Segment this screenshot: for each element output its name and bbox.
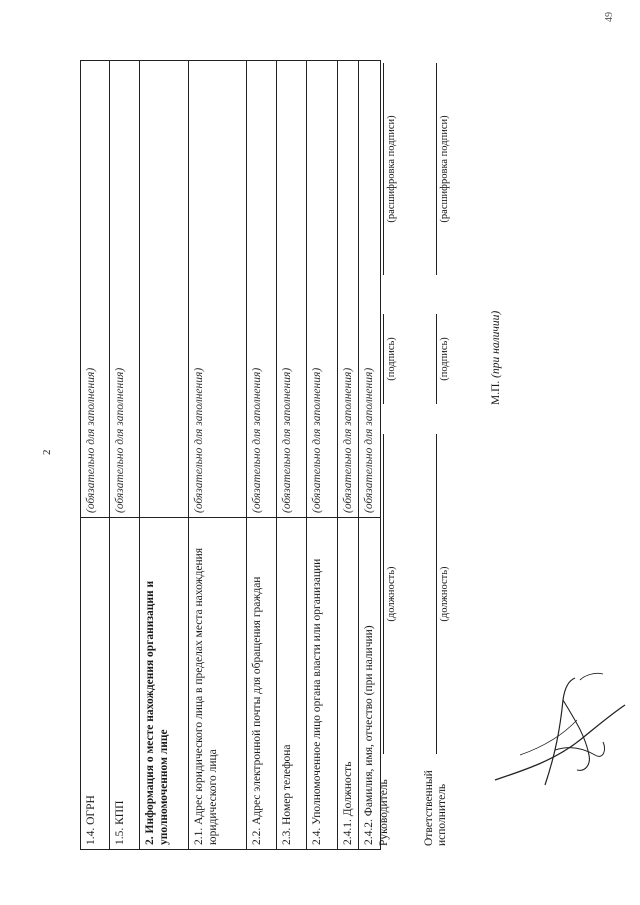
head-position-caption: (должность) — [386, 566, 397, 622]
table-row — [140, 61, 189, 850]
row-value: (обязательно для заполнения) — [307, 61, 338, 518]
row-value: (обязательно для заполнения) — [277, 61, 307, 518]
row-label: 2.3. Номер телефона — [277, 518, 307, 850]
head-decoding-caption: (расшифровка подписи) — [386, 115, 397, 223]
table-row — [81, 61, 110, 850]
row-label: 1.5. КПП — [110, 518, 140, 850]
row-label: 2.4. Уполномоченное лицо органа власти или организации — [307, 518, 338, 850]
row-value: (обязательно для заполнения) — [338, 61, 359, 518]
info-table — [80, 60, 381, 850]
table-row — [247, 61, 277, 850]
row-value: (обязательно для заполнения) — [110, 61, 140, 518]
executor-position-line — [436, 434, 437, 754]
executor-decoding-caption: (расшифровка подписи) — [439, 115, 450, 223]
row-value: (обязательно для заполнения) — [359, 61, 381, 518]
table-row — [338, 61, 359, 850]
head-position-line — [383, 434, 384, 754]
section-heading: 2. Информация о месте нахождения организации и уполномоченном лице — [140, 518, 189, 850]
executor-decoding-line — [436, 63, 437, 275]
executor-label: Ответственный исполнитель — [423, 770, 448, 846]
head-signature-caption: (подпись) — [386, 337, 397, 381]
stamp-note — [490, 311, 502, 405]
row-value: (обязательно для заполнения) — [247, 61, 277, 518]
executor-signature-line — [436, 314, 437, 404]
row-value: (обязательно для заполнения) — [189, 61, 247, 518]
row-value — [140, 61, 189, 518]
table-row — [110, 61, 140, 850]
head-label: Руководитель — [378, 779, 390, 846]
row-label: 2.2. Адрес электронной почты для обращения граждан — [247, 518, 277, 850]
executor-position-caption: (должность) — [439, 566, 450, 622]
executor-signature-caption: (подпись) — [439, 337, 450, 381]
table-row — [189, 61, 247, 850]
table-row — [277, 61, 307, 850]
table-row — [307, 61, 338, 850]
stamp-optional-note: (при наличии) — [490, 310, 502, 378]
row-label: 2.4.2. Фамилия, имя, отчество (при наличии) — [359, 518, 381, 850]
row-value: (обязательно для заполнения) — [81, 61, 110, 518]
head-signature-line — [383, 314, 384, 404]
corner-mark: 49 — [604, 12, 615, 22]
table-row — [359, 61, 381, 850]
row-label: 1.4. ОГРН — [81, 518, 110, 850]
row-label: 2.1. Адрес юридического лица в пределах места нахождения юридического лица — [189, 518, 247, 850]
stamp-prefix: М.П. — [490, 380, 502, 405]
head-decoding-line — [383, 63, 384, 275]
handwritten-signature — [485, 660, 635, 795]
row-label: 2.4.1. Должность — [338, 518, 359, 850]
page-number: 2 — [41, 449, 53, 455]
